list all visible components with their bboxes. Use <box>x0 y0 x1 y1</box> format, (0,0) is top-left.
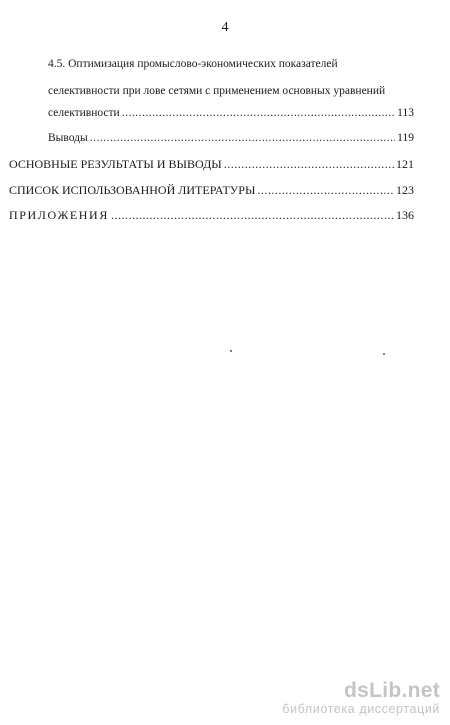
toc-page-number: 113 <box>397 107 414 119</box>
toc-entry-section-4-5[interactable] <box>48 106 414 120</box>
toc-page-number: 123 <box>396 183 414 197</box>
toc-page-number: 136 <box>396 208 414 222</box>
dot-leader <box>224 157 394 171</box>
toc-entry-appendices[interactable] <box>9 208 414 222</box>
toc-entry-conclusions[interactable] <box>48 131 414 145</box>
toc-section-4-5-line1: 4.5. Оптимизация промыслово-экономических показателей <box>48 58 338 70</box>
page-number: 4 <box>221 20 229 35</box>
watermark <box>282 680 440 717</box>
toc-section-4-5-line2: селективности при лове сетями с применением основных уравнений <box>48 85 386 97</box>
watermark-subtitle: библиотека диссертаций <box>282 702 440 716</box>
dot-leader <box>90 131 395 145</box>
dot-leader <box>111 208 394 222</box>
dot-leader <box>257 183 394 197</box>
scan-speck <box>383 353 385 355</box>
toc-entry-main-results[interactable] <box>9 157 414 171</box>
toc-entry-title: ПРИЛОЖЕНИЯ <box>9 208 109 222</box>
toc-page-number: 119 <box>397 132 414 144</box>
toc-entry-title: селективности <box>48 107 120 119</box>
toc-page-number: 121 <box>396 157 414 171</box>
toc-entry-title: СПИСОК ИСПОЛЬЗОВАННОЙ ЛИТЕРАТУРЫ <box>9 183 256 197</box>
toc-entry-title: ОСНОВНЫЕ РЕЗУЛЬТАТЫ И ВЫВОДЫ <box>9 157 222 171</box>
toc-entry-references[interactable] <box>9 183 414 197</box>
toc-entry-title: Выводы <box>48 132 88 144</box>
dot-leader <box>122 106 395 120</box>
watermark-brand: dsLib.net <box>343 679 440 702</box>
scan-speck <box>230 350 232 352</box>
